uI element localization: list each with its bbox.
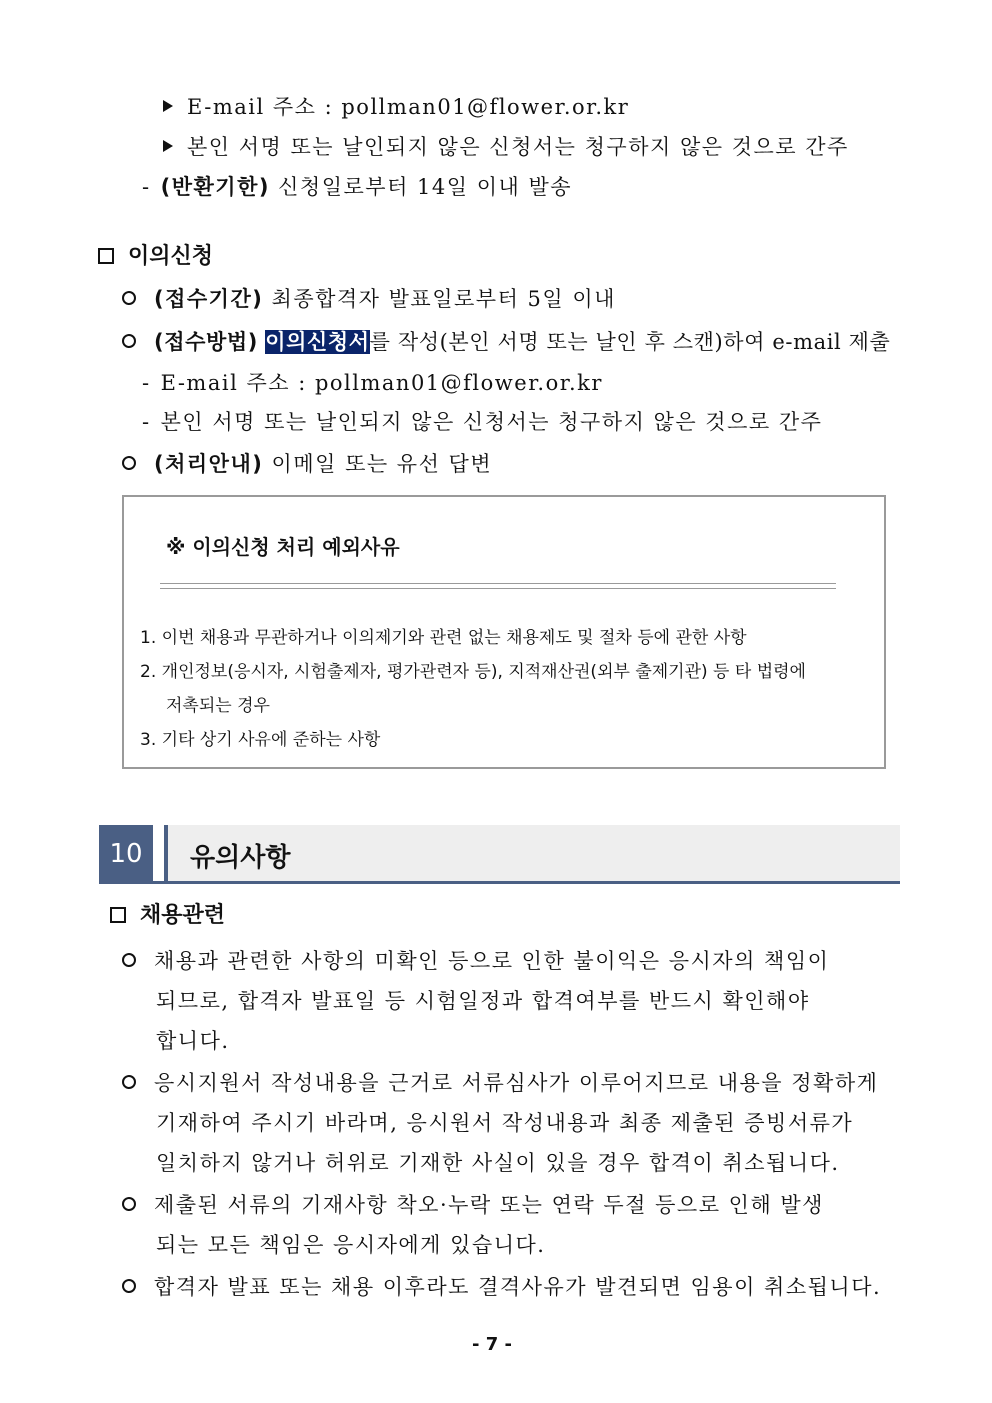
highlighted-form-name: 이의신청서: [265, 330, 370, 354]
triangle-bullet-icon: [163, 140, 173, 152]
section-underline: [99, 881, 900, 884]
section-number: 10: [99, 825, 153, 883]
circle-bullet-icon: [122, 1279, 136, 1293]
circle-bullet-icon: [122, 1075, 136, 1089]
circle-bullet-icon: [122, 291, 136, 305]
employment-item-3: 제출된 서류의 기재사항 착오·누락 또는 연락 두절 등으로 인해 발생 되는 모든 책임은 응시자에게 있습니다.: [122, 1185, 824, 1265]
page-number: - 7 -: [472, 1334, 512, 1355]
employment-item-2: 응시지원서 작성내용을 근거로 서류심사가 이루어지므로 내용을 정확하게 기재하여 주시기 바라며, 응시원서 작성내용과 최종 제출된 증빙서류가 일치하지 않거나 허위로 기재한 사실이 있을 경우 합격이 취소됩니다.: [122, 1063, 878, 1183]
exception-item: 3. 기타 상기 사유에 준하는 사항: [140, 730, 381, 750]
circle-bullet-icon: [122, 953, 136, 967]
return-text: 신청일로부터 14일 이내 발송: [278, 175, 573, 199]
objection-heading: 이의신청: [98, 239, 213, 270]
circle-bullet-icon: [122, 456, 136, 470]
exception-item: 1. 이번 채용과 무관하거나 이의제기와 관련 없는 채용제도 및 절차 등에 관한 사항: [140, 628, 747, 648]
square-bullet-icon: [98, 248, 114, 264]
employment-item-4: 합격자 발표 또는 채용 이후라도 결격사유가 발견되면 임용이 취소됩니다.: [122, 1267, 881, 1307]
employment-heading: 채용관련: [110, 898, 225, 929]
exception-item-continuation: 저촉되는 경우: [166, 696, 270, 716]
return-label: (반환기한): [160, 175, 270, 199]
circle-bullet-icon: [122, 1197, 136, 1211]
objection-signature-line: - 본인 서명 또는 날인되지 않은 신청서는 청구하지 않은 것으로 간주: [142, 410, 823, 434]
exception-item: 2. 개인정보(응시자, 시험출제자, 평가관련자 등), 지적재산권(외부 출제기관) 등 타 법령에: [140, 662, 806, 682]
section-title-bar: [164, 825, 900, 883]
circle-bullet-icon: [122, 334, 136, 348]
exceptions-list: [140, 621, 806, 757]
dash-bullet: -: [142, 175, 151, 199]
exceptions-title: ※ 이의신청 처리 예외사유: [166, 535, 400, 559]
triangle-bullet-icon: [163, 100, 173, 112]
signature-line: 본인 서명 또는 날인되지 않은 신청서는 청구하지 않은 것으로 간주: [163, 131, 849, 161]
return-deadline-line: [142, 171, 572, 201]
section-title: 유의사항: [190, 843, 291, 873]
objection-guide: (처리안내) 이메일 또는 유선 답변: [122, 448, 492, 478]
objection-method: (접수방법) 이의신청서를 작성(본인 서명 또는 날인 후 스캔)하여 e-mail 제출: [122, 326, 890, 356]
email-line: E-mail 주소 : pollman01@flower.or.kr: [163, 91, 629, 121]
employment-item-1: 채용과 관련한 사항의 미확인 등으로 인한 불이익은 응시자의 책임이 되므로, 합격자 발표일 등 시험일정과 합격여부를 반드시 확인해야 합니다.: [122, 941, 829, 1061]
square-bullet-icon: [110, 907, 126, 923]
objection-period: (접수기간) 최종합격자 발표일로부터 5일 이내: [122, 283, 616, 313]
objection-email-line: - E-mail 주소 : pollman01@flower.or.kr: [142, 371, 603, 395]
exceptions-box: [122, 495, 886, 769]
double-divider: [160, 583, 836, 589]
